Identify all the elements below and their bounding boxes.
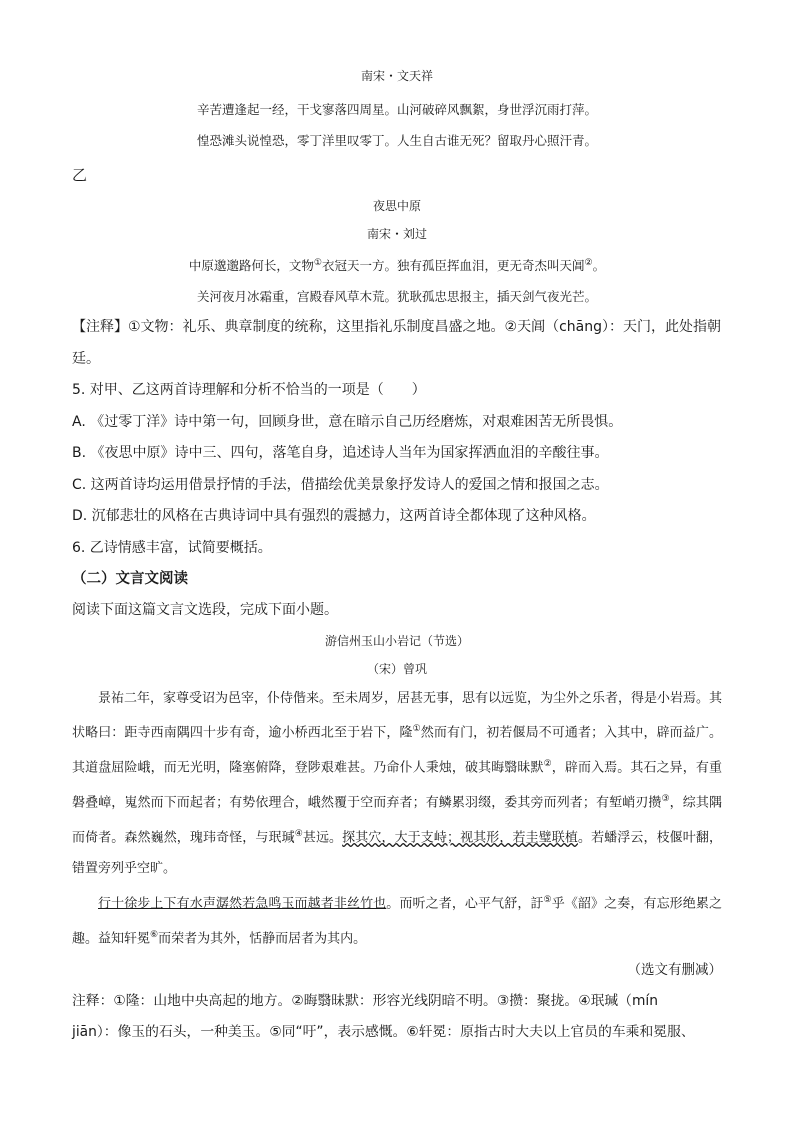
essay-paragraph-1: [72, 683, 722, 885]
essay-paragraph-2: [72, 885, 722, 955]
essay-author: （宋）曾巩: [366, 661, 427, 676]
option-b: B. 《夜思中原》诗中三、四句，落笔自身，追述诗人当年为国家挥洒血泪的辛酸往事。: [72, 445, 609, 462]
essay-text: 乎《韶》之奏，有忘形绝累之趣。益知轩冕: [72, 896, 722, 947]
poem-notes-line-1: 【注释】①文物：礼乐、典章制度的统称，这里指礼乐制度昌盛之地。②天阊（chāng）：天门，此处指朝: [72, 319, 722, 336]
footnote-mark: ⑥: [150, 929, 159, 940]
footnote-mark: ⑤: [543, 894, 552, 905]
essay-text: 。而听之者，心平气舒，訏: [386, 896, 544, 912]
poem-yi-line-1: [72, 248, 722, 281]
poem-yi-line-1-c: 。: [592, 258, 606, 274]
essay-notes-line-2: jiān）：像玉的石头，一种美玉。⑤同“吁”，表示感慨。⑥轩冕：原指古时大夫以上官员的车乘和冕服、: [72, 1023, 695, 1040]
document-page: [72, 62, 722, 1048]
essay-text: ，综其隅而倚者。森然巍然，瑰玮奇怪，与珉瑊: [72, 795, 722, 845]
source-note: （选文有删减）: [627, 961, 722, 978]
essay-text: ，辟而入焉。其石之异，有重磐叠嶂，嵬然而下而起者；有势依理合，峨然覆于空而弃者；有鳞累羽缀，委其旁而列者；有堑峭刃攒: [72, 760, 722, 811]
essay-text: 。若蟠浮云，枝偃叶翻，错置旁列乎空旷。: [72, 829, 722, 877]
poem-notes: [72, 312, 722, 375]
footnote-mark: ①: [313, 258, 322, 268]
poem-yi-line-1-b: 衣冠天一方。独有孤臣挥血泪，更无奇杰叫天阊: [321, 258, 585, 274]
essay-text: 而荣者为其外，恬静而居者为其内。: [158, 931, 367, 947]
section-heading: （二）文言文阅读: [72, 571, 188, 588]
essay-title: 游信州玉山小岩记（节选）: [324, 633, 469, 648]
poem-yi-line-1-a: 中原邈邈路何长，文物: [188, 258, 314, 274]
poem-jia-author: 南宋・文天祥: [360, 69, 433, 83]
section-instruction: 阅读下面这篇文言文选段，完成下面小题。: [72, 602, 338, 619]
poem-yi-author: 南宋・刘过: [366, 227, 427, 241]
poem-jia-line-1: 辛苦遭逢起一经，干戈寥落四周星。山河破碎风飘絮，身世浮沉雨打萍。: [196, 102, 597, 117]
option-a: A. 《过零丁洋》诗中第一句，回顾身世，意在暗示自己历经磨炼，对艰难困苦无所畏惧。: [72, 413, 623, 430]
footnote-mark: ②: [543, 758, 552, 769]
footnote-mark: ④: [294, 828, 303, 839]
option-c: C. 这两首诗均运用借景抒情的手法，借描绘优美景象抒发诗人的爱国之情和报国之志。: [72, 476, 609, 493]
poem-yi-line-2: 关河夜月冰霜重，宫殿春风草木荒。犹耿孤忠思报主，插天剑气夜光芒。: [196, 289, 597, 305]
poem-jia-line-2: 惶恐滩头说惶恐，零丁洋里叹零丁。人生自古谁无死？留取丹心照汗青。: [196, 133, 597, 148]
footnote-mark: ①: [412, 724, 421, 735]
essay-notes: [72, 986, 722, 1048]
footnote-mark: ②: [584, 258, 593, 268]
essay-text: 然而有门，初若偃局不可通者；入其中，辟而益广。其道盘屈险峨，而无光明，隆塞俯降，登陟艰难甚。乃命仆人秉烛，破其晦翳昧默: [72, 725, 722, 776]
poem-notes-line-2: 廷。: [72, 350, 100, 367]
question-6: 6. 乙诗情感丰富，试简要概括。: [72, 539, 272, 556]
essay-notes-line-1: 注释：①隆：山地中央高起的地方。②晦翳昧默：形容光线阴暗不明。③攒：聚拢。④珉瑊（mín: [72, 992, 658, 1009]
underlined-sentence: 行十徐步上下有水声潺然若急鸣玉而越者非丝竹也: [98, 896, 387, 912]
footnote-mark: ③: [661, 793, 670, 804]
essay-text: 甚远。: [302, 829, 343, 845]
wavy-underlined-sentence: 探其穴，大于支峙；视其形，若圭璧联植: [342, 829, 578, 845]
question-5: 5. 对甲、乙这两首诗理解和分析不恰当的一项是（ ）: [72, 382, 426, 399]
poem-yi-label: 乙: [72, 166, 88, 184]
essay-text: 景祐二年，家尊受诏为邑宰，仆侍偕来。至未周岁，居甚无事，思有以远览，为尘外之乐者，得是小岩焉。其状略曰：距寺西南隅四十步有奇，逾小桥西北至于岩下，隆: [72, 690, 723, 741]
option-d: D. 沉郁悲壮的风格在古典诗词中具有强烈的震撼力，这两首诗全都体现了这种风格。: [72, 508, 596, 525]
poem-yi-title: 夜思中原: [372, 199, 421, 213]
